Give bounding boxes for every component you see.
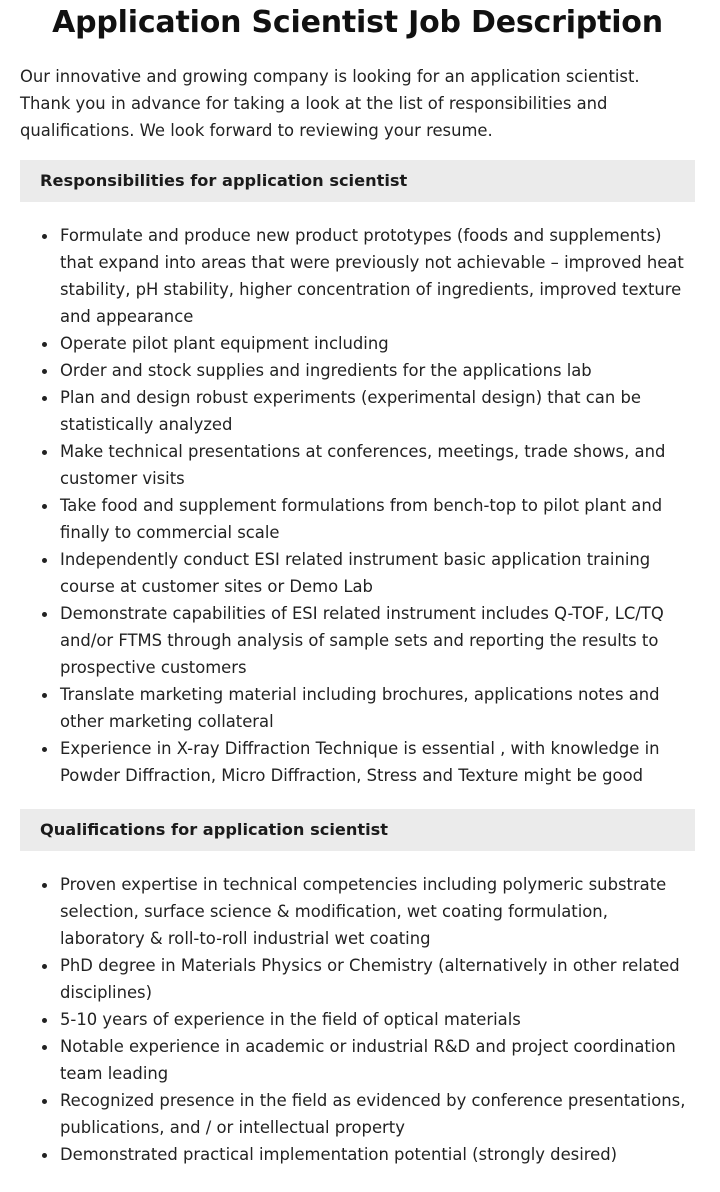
list-item: 5-10 years of experience in the field of optical materials — [60, 1006, 695, 1033]
list-item: Proven expertise in technical competencies including polymeric substrate selection, surface science & modification, wet coating formulation, laboratory & roll-to-roll industrial wet coating — [60, 871, 695, 952]
list-item: Independently conduct ESI related instrument basic application training course at customer sites or Demo Lab — [60, 546, 695, 600]
list-item: Experience in X-ray Diffraction Technique is essential , with knowledge in Powder Diffraction, Micro Diffraction, Stress and Texture might be good — [60, 735, 695, 789]
list-item: Recognized presence in the field as evidenced by conference presentations, publications, and / or intellectual property — [60, 1087, 695, 1141]
page-title: Application Scientist Job Description — [52, 5, 663, 40]
list-item: PhD degree in Materials Physics or Chemistry (alternatively in other related disciplines) — [60, 952, 695, 1006]
list-item: Take food and supplement formulations from bench-top to pilot plant and finally to commercial scale — [60, 492, 695, 546]
qualifications-list — [20, 851, 695, 1168]
list-item: Demonstrate capabilities of ESI related instrument includes Q-TOF, LC/TQ and/or FTMS through analysis of sample sets and reporting the results to prospective customers — [60, 600, 695, 681]
list-item: Operate pilot plant equipment including — [60, 330, 695, 357]
list-item: Translate marketing material including brochures, applications notes and other marketing collateral — [60, 681, 695, 735]
list-item: Formulate and produce new product prototypes (foods and supplements) that expand into areas that were previously not achievable – improved heat stability, pH stability, higher concentration of ingredients, improved texture and appearance — [60, 222, 695, 330]
intro-paragraph: Our innovative and growing company is looking for an application scientist. Thank you in advance for taking a look at the list of responsibilities and qualifications. We look forward to reviewing your resume. — [20, 67, 640, 140]
list-item: Demonstrated practical implementation potential (strongly desired) — [60, 1141, 695, 1168]
list-item: Order and stock supplies and ingredients for the applications lab — [60, 357, 695, 384]
qualifications-heading: Qualifications for application scientist — [20, 809, 695, 851]
list-item: Notable experience in academic or industrial R&D and project coordination team leading — [60, 1033, 695, 1087]
list-item: Plan and design robust experiments (experimental design) that can be statistically analyzed — [60, 384, 695, 438]
responsibilities-heading: Responsibilities for application scientist — [20, 160, 695, 202]
responsibilities-list — [20, 202, 695, 789]
list-item: Make technical presentations at conferences, meetings, trade shows, and customer visits — [60, 438, 695, 492]
